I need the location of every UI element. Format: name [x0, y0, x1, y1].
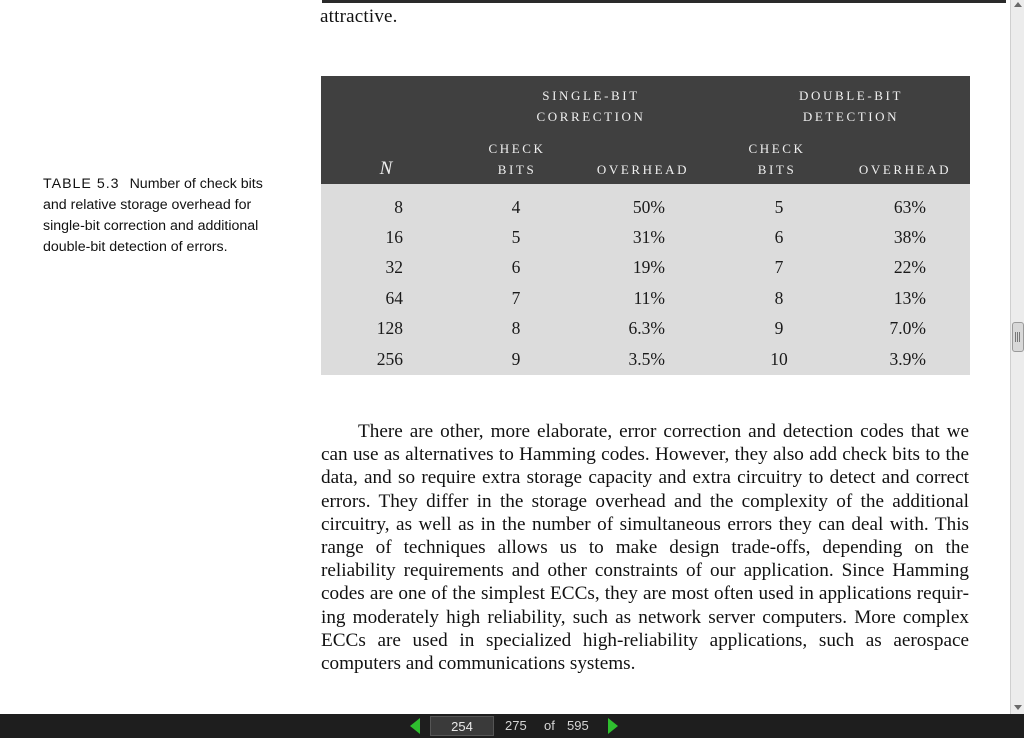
next-page-icon[interactable] [608, 718, 618, 734]
cell-single-bits: 5 [511, 227, 521, 247]
cell-double-bits: 8 [774, 288, 784, 308]
cell-n: 256 [376, 349, 403, 369]
cell-single-bits: 4 [511, 197, 521, 217]
cell-single-overhead: 11% [633, 288, 665, 308]
scroll-down-arrow-icon[interactable] [1014, 705, 1022, 710]
cell-single-overhead: 3.5% [628, 349, 665, 369]
group-header-double-line2: DETECTION [802, 109, 900, 124]
column-header-n: N [379, 158, 393, 179]
cell-n: 64 [385, 288, 403, 308]
cell-double-bits: 7 [774, 257, 784, 277]
cell-single-bits: 8 [511, 318, 521, 338]
table-row [321, 344, 970, 374]
table-caption-text: Number of check bits and relative storage overhead for single-bit correction and additional double-bit detection of errors. [43, 176, 263, 255]
table-row [321, 283, 970, 313]
group-header-double-line1: DOUBLE-BIT [799, 88, 903, 103]
group-header-single [491, 85, 691, 127]
cell-n: 128 [376, 318, 403, 338]
column-header-single-check-line2: BITS [497, 162, 537, 177]
cell-n: 32 [385, 257, 403, 277]
scrollbar-thumb[interactable] [1012, 322, 1024, 352]
scroll-up-arrow-icon[interactable] [1014, 2, 1022, 7]
cell-single-overhead: 50% [632, 197, 665, 217]
previous-page-icon[interactable] [410, 718, 420, 734]
table-row [321, 192, 970, 222]
column-header-single-check-bits [471, 138, 563, 180]
group-header-single-line2: CORRECTION [536, 109, 646, 124]
table-row [321, 222, 970, 252]
of-label: of [544, 718, 555, 733]
page-top-edge [322, 0, 1006, 3]
body-paragraph-container [321, 420, 969, 675]
cell-single-bits: 7 [511, 288, 521, 308]
navigation-bar [0, 714, 1024, 738]
cell-double-overhead: 22% [893, 257, 926, 277]
column-header-double-check-bits [731, 138, 823, 180]
body-paragraph: There are other, more elaborate, error correction and detection codes that we can use as alternatives to Hamming codes. However, they also add check bits to the data, and so require extra storage capacity and extra circuitry to detect and correct errors. They differ in the storage overhead and the complexity of the additional circuitry, as well as in the number of simultaneous errors they can deal with. This range of techniques allows us to make design trade-offs, depending on the reliability requirements and other constraints of our application. Since Hamming codes are one of the simplest ECCs, they are most often used in applications requiring moderately high reliability, such as network server computers. More complex ECCs are used in specialized high-reliability applications, such as aerospace computers and communications systems. [321, 421, 969, 675]
cell-double-overhead: 7.0% [889, 318, 926, 338]
previous-text-line: attractive. [320, 6, 398, 27]
cell-n: 16 [385, 227, 403, 247]
cell-single-bits: 9 [511, 349, 521, 369]
cell-double-overhead: 63% [893, 197, 926, 217]
cell-n: 8 [394, 197, 403, 217]
column-header-double-check-line2: BITS [757, 162, 797, 177]
table-body [321, 184, 970, 375]
cell-double-bits: 5 [774, 197, 784, 217]
cell-single-overhead: 19% [632, 257, 665, 277]
cell-double-bits: 10 [770, 349, 788, 369]
table-row [321, 252, 970, 282]
cell-single-overhead: 31% [632, 227, 665, 247]
column-header-double-overhead: OVERHEAD [858, 162, 952, 177]
check-bits-table [321, 76, 970, 375]
column-header-single-check-line1: CHECK [488, 141, 546, 156]
page-number-input[interactable] [430, 716, 494, 736]
total-pages: 595 [567, 718, 589, 733]
vertical-scrollbar[interactable] [1010, 0, 1024, 714]
table-row [321, 313, 970, 343]
cell-double-overhead: 3.9% [889, 349, 926, 369]
cell-single-bits: 6 [511, 257, 521, 277]
cell-double-overhead: 38% [893, 227, 926, 247]
absolute-page-number: 275 [505, 718, 527, 733]
column-header-single-overhead: OVERHEAD [596, 162, 690, 177]
group-header-double [751, 85, 951, 127]
cell-double-bits: 9 [774, 318, 784, 338]
cell-single-overhead: 6.3% [628, 318, 665, 338]
table-number: TABLE 5.3 [43, 176, 120, 192]
cell-double-overhead: 13% [893, 288, 926, 308]
group-header-single-line1: SINGLE-BIT [542, 88, 640, 103]
column-header-double-check-line1: CHECK [748, 141, 806, 156]
table-header [321, 76, 970, 184]
table-caption [43, 174, 283, 258]
cell-double-bits: 6 [774, 227, 784, 247]
